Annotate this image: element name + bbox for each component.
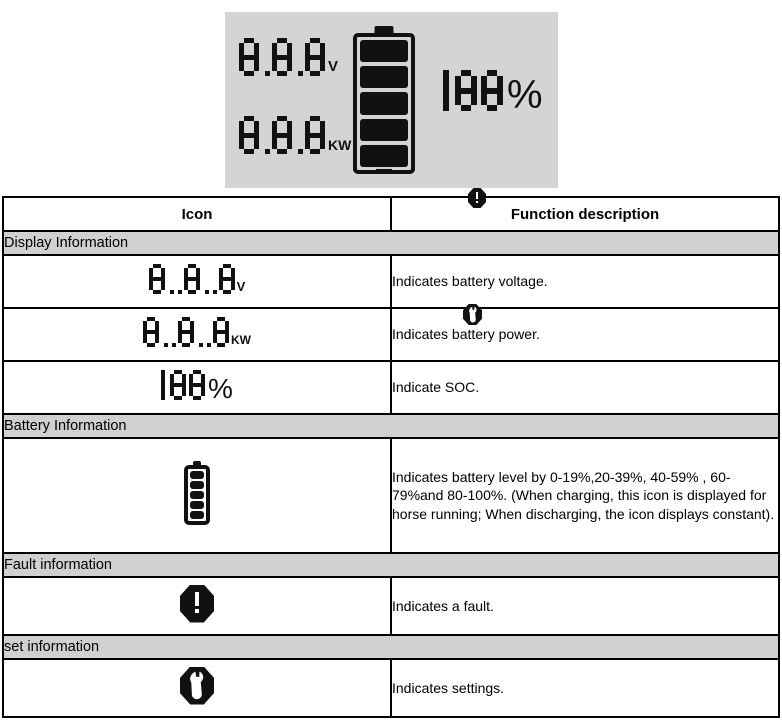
icon-cell (3, 255, 391, 308)
battery-level-segment (190, 491, 204, 499)
battery-level-segment (190, 511, 204, 519)
fault-icon (180, 585, 214, 623)
icon-cell (3, 308, 391, 361)
description-cell: Indicates battery level by 0-19%,20-39%, 40-59% , 60-79%and 80-100%. (When charging, this icon is displayed for horse running; When discharging, the icon displays constant). (391, 438, 779, 553)
seven-segment-digit (455, 70, 477, 111)
lcd-battery-icon (353, 26, 415, 174)
lcd-power-digits (239, 116, 325, 154)
description-cell: Indicates a fault. (391, 577, 779, 635)
seven-segment-digit (143, 317, 159, 347)
battery-foot-notch (194, 521, 201, 524)
unit-label: KW (231, 333, 251, 347)
settings-icon (180, 667, 214, 705)
section-header-row (3, 414, 779, 438)
exclamation-dot (476, 201, 478, 203)
seven-segment-digit (239, 38, 259, 76)
lcd-voltage-unit: V (328, 58, 339, 75)
icon-cell (3, 361, 391, 414)
seven-segment-digit (178, 317, 194, 347)
exclamation-bar (476, 192, 478, 199)
lcd-settings-icon (463, 304, 482, 325)
battery-level-segment (190, 481, 204, 489)
seven-segment-digit (305, 116, 325, 154)
table-row (3, 308, 779, 361)
seven-segment-digit (149, 264, 165, 294)
decimal-point (178, 290, 182, 294)
section-title: Display Information (3, 231, 779, 255)
battery-level-segment (360, 40, 408, 62)
section-title: Battery Information (3, 414, 779, 438)
decimal-point (298, 71, 303, 76)
seven-segment-digit (170, 370, 186, 400)
table-header-row (3, 197, 779, 231)
lcd-soc-unit: % (507, 73, 543, 117)
table-row (3, 361, 779, 414)
table-row (3, 577, 779, 635)
decimal-point (205, 290, 209, 294)
unit-label: V (236, 279, 246, 294)
seven-segment-digit (272, 116, 292, 154)
decimal-point (199, 343, 203, 347)
seven-segment-soc-readout (161, 370, 205, 400)
decimal-point (265, 71, 270, 76)
decimal-point (207, 343, 211, 347)
battery-icon (184, 461, 210, 525)
lcd-voltage-digits (239, 38, 325, 76)
battery-level-segment (190, 501, 204, 509)
description-cell: Indicates settings. (391, 659, 779, 717)
seven-segment-digit (219, 264, 235, 294)
seven-segment-readout (149, 264, 235, 294)
seven-segment-digit (272, 38, 292, 76)
seven-segment-digit-one (161, 370, 165, 400)
lcd-preview-area (0, 0, 782, 196)
battery-level-segment (360, 145, 408, 167)
lcd-fault-icon (468, 188, 486, 208)
decimal-point (265, 149, 270, 154)
seven-segment-digit-one (443, 70, 449, 111)
decimal-point (170, 290, 174, 294)
lcd-soc-readout (443, 70, 543, 117)
table-row (3, 438, 779, 553)
exclamation-dot (195, 609, 199, 613)
lcd-display-panel (225, 12, 558, 188)
battery-level-segment (360, 119, 408, 141)
battery-level-segment (360, 66, 408, 88)
decimal-point (213, 290, 217, 294)
section-title: Fault information (3, 553, 779, 577)
icon-cell (3, 659, 391, 717)
section-header-row (3, 553, 779, 577)
seven-segment-digit (239, 116, 259, 154)
icon-cell (3, 577, 391, 635)
seven-segment-digit (184, 264, 200, 294)
seven-segment-digit (189, 370, 205, 400)
lcd-voltage-readout (239, 38, 338, 76)
description-cell: Indicates battery power. (391, 308, 779, 361)
header-function-description: Function description (391, 197, 779, 231)
icon-cell (3, 438, 391, 553)
section-title: set information (3, 635, 779, 659)
description-cell: Indicate SOC. (391, 361, 779, 414)
section-header-row (3, 231, 779, 255)
decimal-point (172, 343, 176, 347)
decimal-point (298, 149, 303, 154)
seven-segment-readout (143, 317, 229, 347)
table-row (3, 659, 779, 717)
battery-level-segment (190, 471, 204, 479)
wrench-glyph (177, 666, 217, 706)
header-icon: Icon (3, 197, 391, 231)
battery-cap (375, 26, 394, 33)
seven-segment-digit (305, 38, 325, 76)
seven-segment-digit (481, 70, 503, 111)
percent-label: % (208, 373, 233, 404)
lcd-power-unit: KW (328, 137, 352, 153)
description-cell: Indicates battery voltage. (391, 255, 779, 308)
lcd-power-readout (239, 116, 351, 154)
table-body (3, 231, 779, 717)
seven-segment-digit (213, 317, 229, 347)
decimal-point (164, 343, 168, 347)
exclamation-bar (195, 592, 199, 606)
table-row (3, 255, 779, 308)
icon-function-table (2, 196, 780, 718)
lcd-soc-digits (443, 70, 503, 111)
section-header-row (3, 635, 779, 659)
battery-level-segment (360, 92, 408, 114)
battery-foot-notch (376, 169, 392, 173)
